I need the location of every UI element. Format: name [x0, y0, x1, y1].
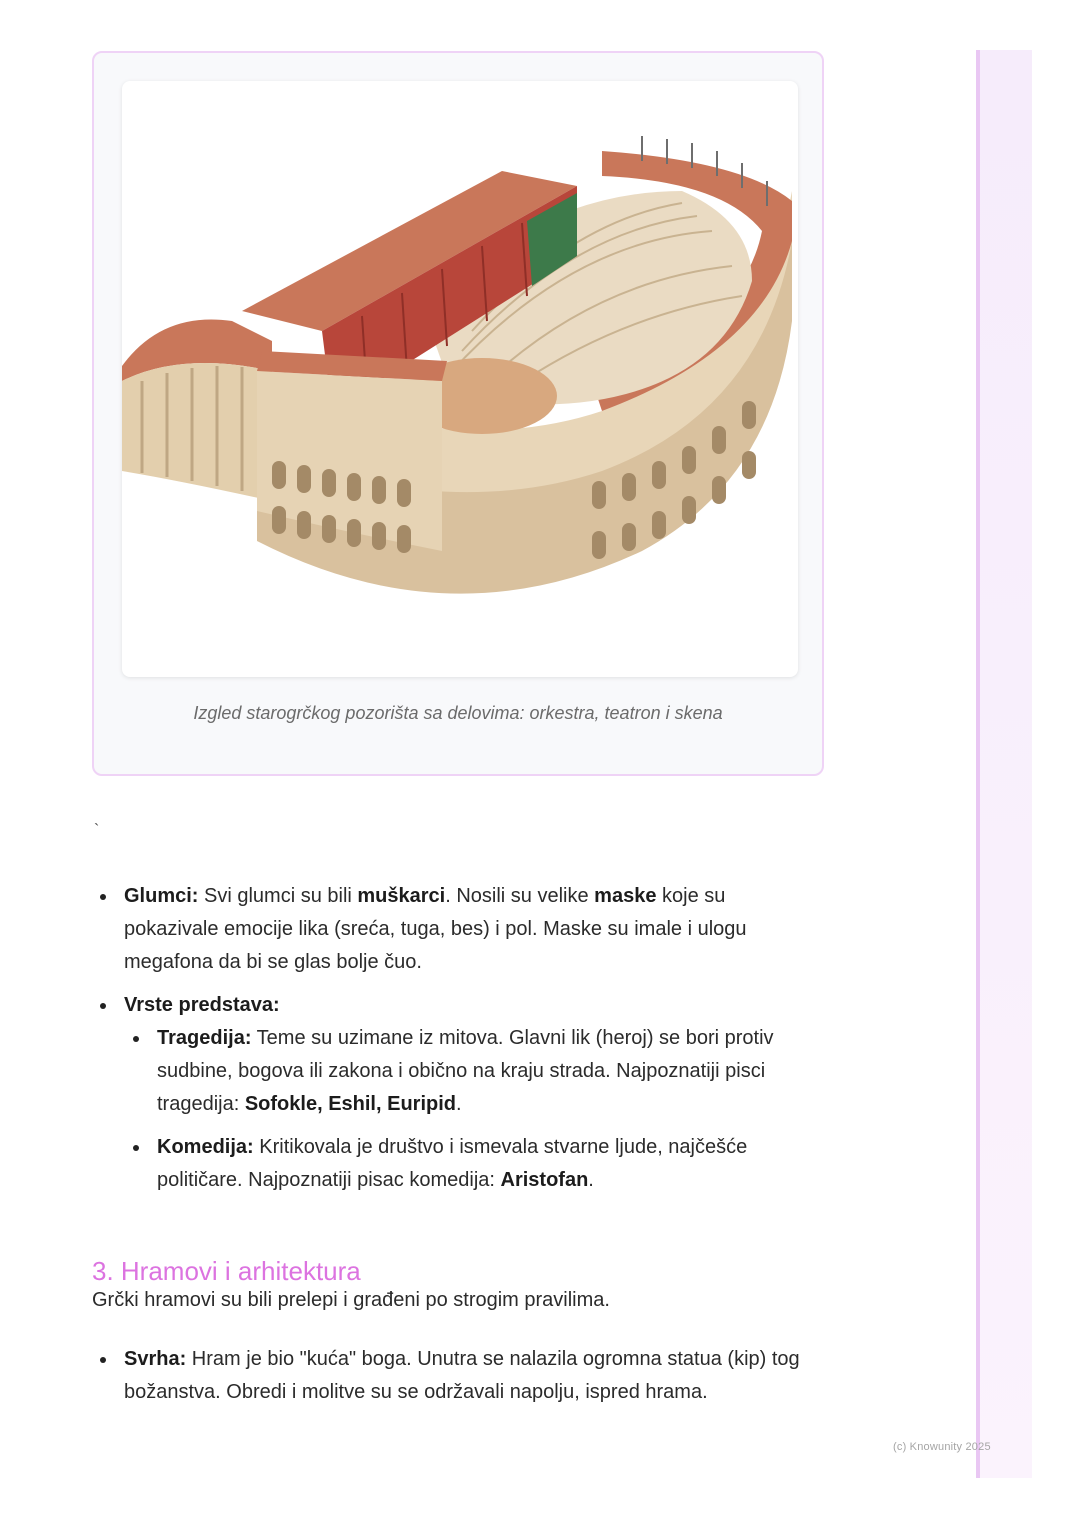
section-heading: 3. Hramovi i arhitektura	[92, 1255, 361, 1286]
svrha-text-1: Hram je bio "kuća" boga. Unutra se nalazila ogromna statua (kip) tog božanstva. Obredi i molitve su se održavali napolju, ispred hrama.	[124, 1348, 800, 1403]
glumci-bold-1: muškarci	[357, 885, 446, 907]
stray-mark: `	[94, 822, 100, 839]
greek-theatre-illustration	[122, 81, 798, 677]
tragedija-bold-1: Sofokle, Eshil, Euripid	[244, 1093, 456, 1115]
glumci-bold-2: maske	[594, 885, 657, 907]
tragedija-label: Tragedija:	[157, 1027, 252, 1049]
side-decoration-strip	[976, 50, 1032, 1478]
figure-caption: Izgled starogrčkog pozorišta sa delovima: orkestra, teatron i skena	[193, 703, 723, 723]
glumci-text-1: Svi glumci su bili	[198, 885, 358, 907]
copyright-footer: (c) Knowunity 2025	[893, 1441, 991, 1453]
list-item-komedija	[157, 1131, 817, 1197]
glumci-label: Glumci:	[124, 885, 199, 907]
glumci-text-2: . Nosili su velike	[445, 885, 595, 907]
vrste-label: Vrste predstava:	[124, 994, 280, 1016]
list-item-glumci	[124, 880, 814, 979]
list-item-svrha	[124, 1343, 824, 1409]
figure-card	[92, 51, 824, 776]
content-list-temples	[124, 1343, 824, 1409]
komedija-text-1: Kritikovala je društvo i ismevala stvarne ljude, najčešće političare. Najpoznatiji pisac komedija:	[157, 1136, 748, 1191]
content-list	[124, 880, 814, 1032]
svrha-label: Svrha:	[124, 1348, 187, 1370]
komedija-label: Komedija:	[157, 1136, 254, 1158]
list-item-tragedija	[157, 1022, 817, 1121]
glumci-text-3: koje su pokazivale emocije lika (sreća, tuga, bes) i pol. Maske su imale i ulogu megafona da bi se glas bolje čuo.	[124, 885, 747, 973]
side-accent-bar	[976, 50, 980, 1478]
komedija-text-2: .	[588, 1169, 594, 1191]
tragedija-text-1: Teme su uzimane iz mitova. Glavni lik (heroj) se bori protiv sudbine, bogova ili zakona i obično na kraju strada. Najpoznatiji pisci tragedija:	[157, 1027, 774, 1115]
komedija-bold-1: Aristofan	[500, 1169, 589, 1191]
intro-paragraph: Grčki hramovi su bili prelepi i građeni po strogim pravilima.	[92, 1289, 610, 1311]
sub-list-vrste	[157, 1022, 817, 1207]
figure-image-frame	[122, 81, 798, 677]
tragedija-text-2: .	[456, 1093, 462, 1115]
list-item-vrste	[124, 989, 814, 1022]
